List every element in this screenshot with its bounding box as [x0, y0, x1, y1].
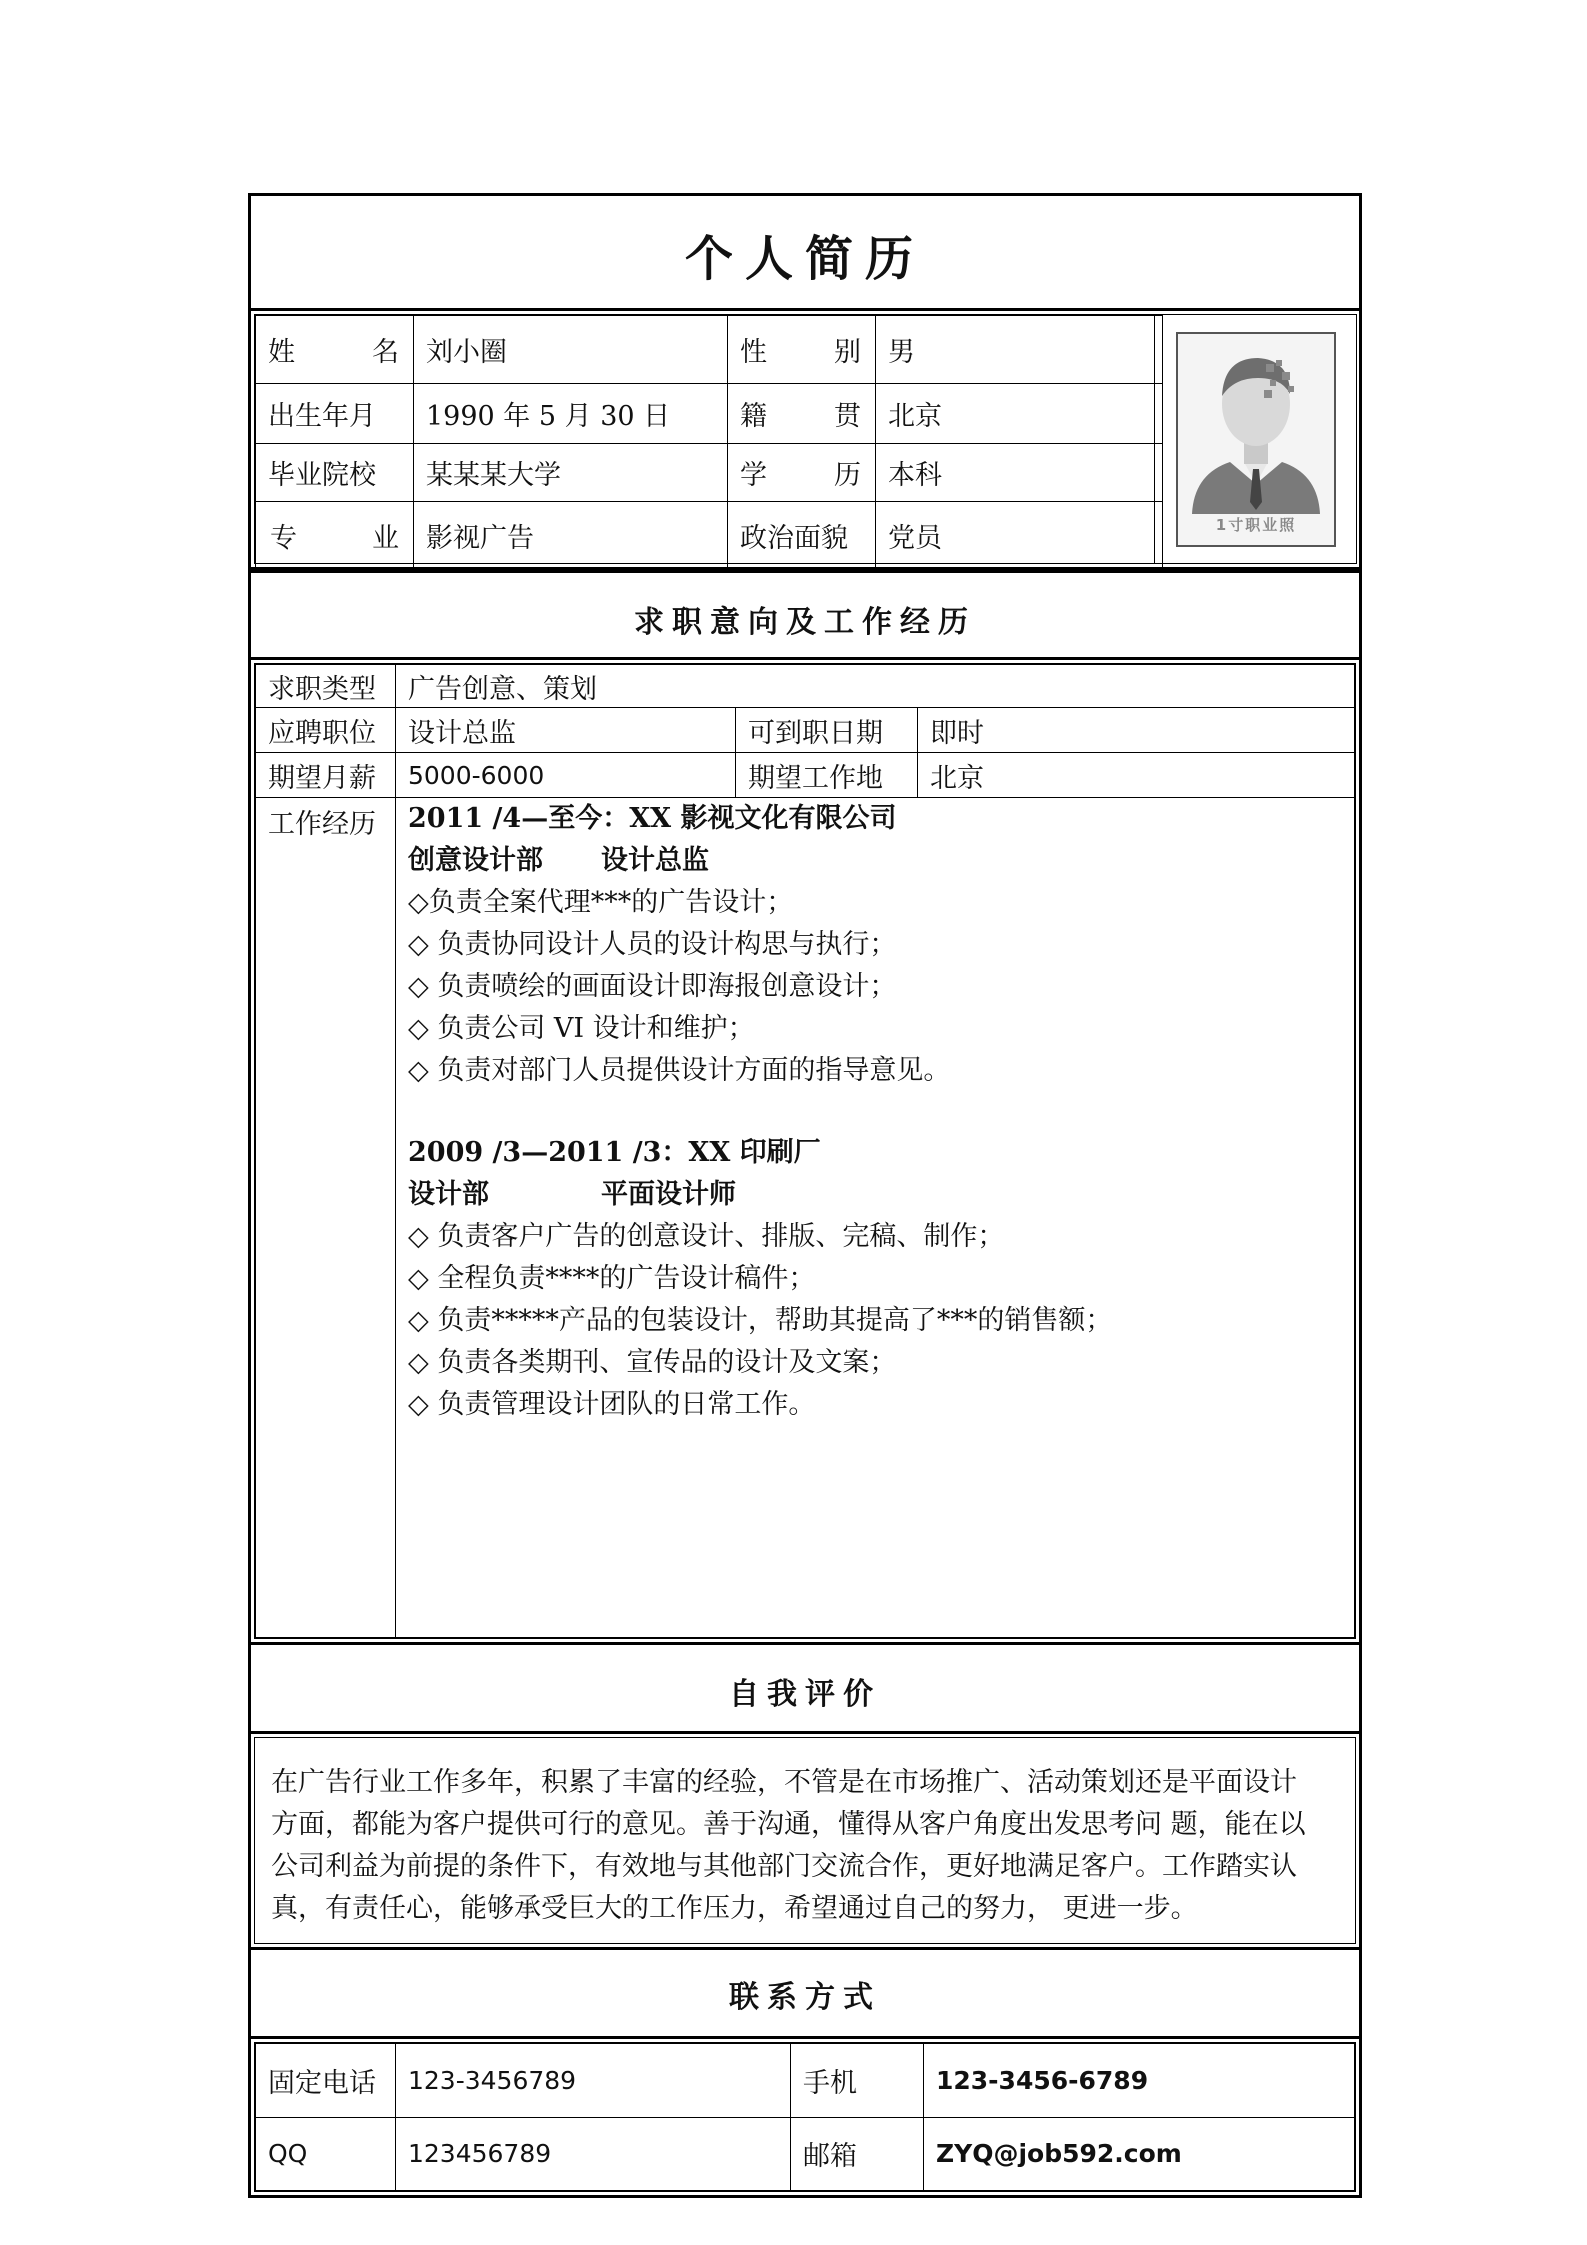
basic-info-table — [255, 315, 1163, 570]
job-type-value: 广告创意、策划 — [396, 665, 1355, 708]
available-value: 即时 — [918, 708, 1355, 753]
photo-placeholder — [1176, 332, 1336, 547]
experience-1-role: 设计总监 — [601, 845, 709, 876]
degree-label-char-1: 学 — [740, 460, 767, 491]
name-value: 刘小圈 — [414, 316, 728, 384]
location-value: 北京 — [918, 753, 1355, 798]
major-label — [256, 502, 414, 570]
experience-label: 工作经历 — [256, 798, 396, 1638]
experience-1-dept-role — [408, 840, 1354, 882]
degree-label-text — [740, 453, 875, 492]
experience-1 — [408, 798, 1354, 1092]
name-label — [256, 316, 414, 384]
experience-2-duty: ◇ 负责管理设计团队的日常工作。 — [408, 1389, 816, 1420]
email-value: ZYQ@job592.com — [924, 2117, 1355, 2191]
birth-value: 1990 年 5 月 30 日 — [414, 384, 728, 444]
position-label: 应聘职位 — [256, 708, 396, 753]
native-label-char-1: 籍 — [740, 401, 767, 432]
name-label-char-2: 名 — [372, 337, 399, 368]
birth-label: 出生年月 — [256, 384, 414, 444]
page-title: 个人简历 — [684, 231, 925, 287]
experience-2-duty: ◇ 全程负责****的广告设计稿件； — [408, 1263, 816, 1294]
salary-label: 期望月薪 — [256, 753, 396, 798]
email-label: 邮箱 — [791, 2117, 924, 2191]
experience-2-dept: 设计部 — [408, 1179, 489, 1210]
major-label-text — [268, 516, 413, 555]
basic-info-box — [248, 308, 1362, 570]
self-eval-line: 公司利益为前提的条件下，有效地与其他部门交流合作，更好地满足客户。工作踏实认 — [271, 1851, 1297, 1882]
experience-2 — [408, 1132, 1354, 1426]
name-label-text — [268, 330, 413, 369]
contact-table — [255, 2043, 1355, 2191]
experience-2-duty: ◇ 负责各类期刊、宣传品的设计及文案； — [408, 1347, 897, 1378]
self-eval-text — [271, 1762, 1345, 1930]
major-label-char-1: 专 — [270, 523, 297, 554]
experience-2-role: 平面设计师 — [601, 1179, 736, 1210]
mobile-label: 手机 — [791, 2044, 924, 2118]
job-section-title: 求职意向及工作经历 — [634, 605, 976, 640]
degree-label — [728, 444, 876, 502]
phone-label: 固定电话 — [256, 2044, 396, 2118]
experience-2-period: 2009 /3—2011 /3：XX 印刷厂 — [408, 1137, 821, 1168]
self-eval-line: 真，有责任心，能够承受巨大的工作压力，希望通过自己的努力， 更进一步。 — [271, 1893, 1198, 1924]
school-label: 毕业院校 — [256, 444, 414, 502]
experience-1-duty: ◇ 负责公司 VI 设计和维护； — [408, 1013, 755, 1044]
degree-label-char-2: 历 — [834, 460, 861, 491]
gender-label-char-2: 别 — [834, 337, 861, 368]
degree-value: 本科 — [876, 444, 1163, 502]
self-eval-title-box — [248, 1642, 1362, 1734]
native-value: 北京 — [876, 384, 1163, 444]
major-value: 影视广告 — [414, 502, 728, 570]
title-box — [248, 193, 1362, 311]
available-label: 可到职日期 — [736, 708, 918, 753]
gender-label — [728, 316, 876, 384]
salary-value: 5000-6000 — [396, 753, 736, 798]
experience-content — [396, 798, 1355, 1638]
experience-1-dept: 创意设计部 — [408, 845, 543, 876]
photo-caption: 1寸职业照 — [1215, 516, 1297, 534]
contact-title: 联系方式 — [729, 1980, 881, 2015]
self-eval-line: 在广告行业工作多年，积累了丰富的经验，不管是在市场推广、活动策划还是平面设计 — [271, 1767, 1297, 1798]
experience-1-duty: ◇ 负责喷绘的画面设计即海报创意设计； — [408, 971, 897, 1002]
experience-spacer — [408, 1092, 1354, 1132]
self-eval-line: 方面，都能为客户提供可行的意见。善于沟通，懂得从客户角度出发思考问 题，能在以 — [271, 1809, 1306, 1840]
school-value: 某某某大学 — [414, 444, 728, 502]
gender-label-text — [740, 330, 875, 369]
job-info-box — [248, 657, 1362, 1645]
job-section-title-box — [248, 570, 1362, 660]
location-label: 期望工作地 — [736, 753, 918, 798]
political-label: 政治面貌 — [728, 502, 876, 570]
job-info-table — [255, 664, 1355, 1638]
gender-value: 男 — [876, 316, 1163, 384]
self-eval-title: 自我评价 — [729, 1677, 881, 1712]
self-eval-box — [248, 1731, 1362, 1950]
major-label-char-2: 业 — [372, 523, 399, 554]
gender-label-char-1: 性 — [740, 337, 767, 368]
experience-1-period: 2011 /4—至今：XX 影视文化有限公司 — [408, 803, 897, 834]
job-type-label: 求职类型 — [256, 665, 396, 708]
experience-2-duty: ◇ 负责*****产品的包装设计，帮助其提高了***的销售额； — [408, 1305, 1113, 1336]
experience-1-duty: ◇负责全案代理***的广告设计； — [408, 887, 794, 918]
native-label-char-2: 贯 — [834, 401, 861, 432]
native-label-text — [740, 394, 875, 433]
name-label-char-1: 姓 — [268, 337, 295, 368]
experience-1-duty: ◇ 负责对部门人员提供设计方面的指导意见。 — [408, 1055, 951, 1086]
political-value: 党员 — [876, 502, 1163, 570]
phone-value: 123-3456789 — [396, 2044, 791, 2118]
position-value: 设计总监 — [396, 708, 736, 753]
experience-2-duty: ◇ 负责客户广告的创意设计、排版、完稿、制作； — [408, 1221, 1005, 1252]
native-label — [728, 384, 876, 444]
resume-page — [248, 193, 1362, 2013]
qq-label: QQ — [256, 2117, 396, 2191]
contact-title-box — [248, 1947, 1362, 2039]
contact-box — [248, 2036, 1362, 2198]
mobile-value: 123-3456-6789 — [924, 2044, 1355, 2118]
experience-1-duty: ◇ 负责协同设计人员的设计构思与执行； — [408, 929, 897, 960]
qq-value: 123456789 — [396, 2117, 791, 2191]
experience-2-dept-role — [408, 1174, 1354, 1216]
